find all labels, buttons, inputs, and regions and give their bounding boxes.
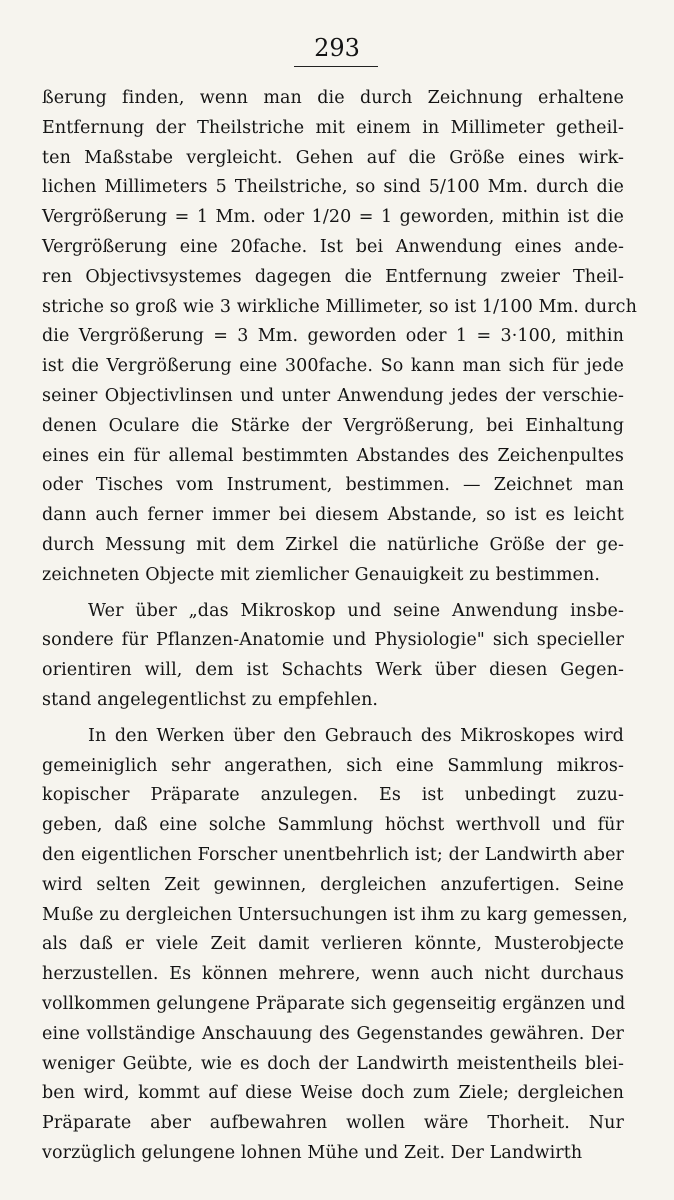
text-line: In den Werken über den Gebrauch des Mikroskopes wird: [88, 725, 624, 746]
paragraph: [42, 84, 637, 591]
header-rule: [294, 66, 378, 67]
text-line: stand angelegentlichst zu empfehlen.: [42, 689, 379, 710]
text-line: seiner Objectivlinsen und unter Anwendung jedes der verschie-: [42, 385, 624, 406]
text-line: denen Oculare die Stärke der Vergrößerung, bei Einhaltung: [42, 415, 624, 436]
text-line: vollkommen gelungene Präparate sich gegenseitig ergänzen und: [42, 993, 626, 1014]
text-line: Entfernung der Theilstriche mit einem in Millimeter getheil-: [42, 117, 624, 138]
text-line: geben, daß eine solche Sammlung höchst werthvoll und für: [42, 815, 624, 836]
text-line: ist die Vergrößerung eine 300fache. So kann man sich für jede: [42, 356, 624, 377]
text-line: lichen Millimeters 5 Theilstriche, so sind 5/100 Mm. durch die: [42, 177, 624, 198]
text-line: kopischer Präparate anzulegen. Es ist unbedingt zuzu-: [42, 785, 624, 806]
text-line: durch Messung mit dem Zirkel die natürliche Größe der ge-: [42, 534, 624, 555]
text-line: Muße zu dergleichen Untersuchungen ist ihm zu karg gemessen,: [42, 904, 628, 925]
body-text: [42, 84, 637, 1169]
text-line: den eigentlichen Forscher unentbehrlich ist; der Landwirth aber: [42, 844, 624, 865]
text-line: weniger Geübte, wie es doch der Landwirth meistentheils blei-: [42, 1053, 624, 1074]
text-line: sondere für Pflanzen-Anatomie und Physiologie" sich specieller: [42, 630, 624, 651]
text-line: herzustellen. Es können mehrere, wenn auch nicht durchaus: [42, 964, 624, 985]
text-line: wird selten Zeit gewinnen, dergleichen anzufertigen. Seine: [42, 874, 624, 895]
text-line: ren Objectivsystemes dagegen die Entfernung zweier Theil-: [42, 266, 624, 287]
text-line: oder Tisches vom Instrument, bestimmen. — Zeichnet man: [42, 475, 624, 496]
paragraph: [42, 722, 628, 1169]
text-line: Vergrößerung eine 20fache. Ist bei Anwendung eines ande-: [42, 236, 624, 257]
text-line: Wer über „das Mikroskop und seine Anwendung insbe-: [88, 600, 624, 621]
text-line: die Vergrößerung = 3 Mm. geworden oder 1 = 3·100, mithin: [42, 326, 624, 347]
text-line: als daß er viele Zeit damit verlieren könnte, Musterobjecte: [42, 934, 624, 955]
text-line: eines ein für allemal bestimmten Abstandes des Zeichenpultes: [42, 445, 624, 466]
text-line: ten Maßstabe vergleicht. Gehen auf die Größe eines wirk-: [42, 147, 624, 168]
text-line: zeichneten Objecte mit ziemlicher Genauigkeit zu bestimmen.: [42, 564, 601, 585]
text-line: dann auch ferner immer bei diesem Abstande, so ist es leicht: [42, 505, 624, 526]
text-line: eine vollständige Anschauung des Gegenstandes gewähren. Der: [42, 1023, 624, 1044]
text-line: ßerung finden, wenn man die durch Zeichnung erhaltene: [42, 88, 624, 108]
text-line: vorzüglich gelungene lohnen Mühe und Zeit. Der Landwirth: [42, 1142, 583, 1163]
text-line: striche so groß wie 3 wirkliche Millimeter, so ist 1/100 Mm. durch: [42, 296, 637, 317]
paragraph: [42, 597, 624, 716]
text-line: Präparate aber aufbewahren wollen wäre Thorheit. Nur: [42, 1113, 624, 1134]
text-line: Vergrößerung = 1 Mm. oder 1/20 = 1 geworden, mithin ist die: [42, 207, 624, 228]
text-line: ben wird, kommt auf diese Weise doch zum Ziele; dergleichen: [42, 1083, 624, 1104]
text-line: orientiren will, dem ist Schachts Werk über diesen Gegen-: [42, 660, 624, 681]
page-number: 293: [314, 34, 360, 62]
text-line: gemeiniglich sehr angerathen, sich eine Sammlung mikros-: [42, 755, 624, 776]
